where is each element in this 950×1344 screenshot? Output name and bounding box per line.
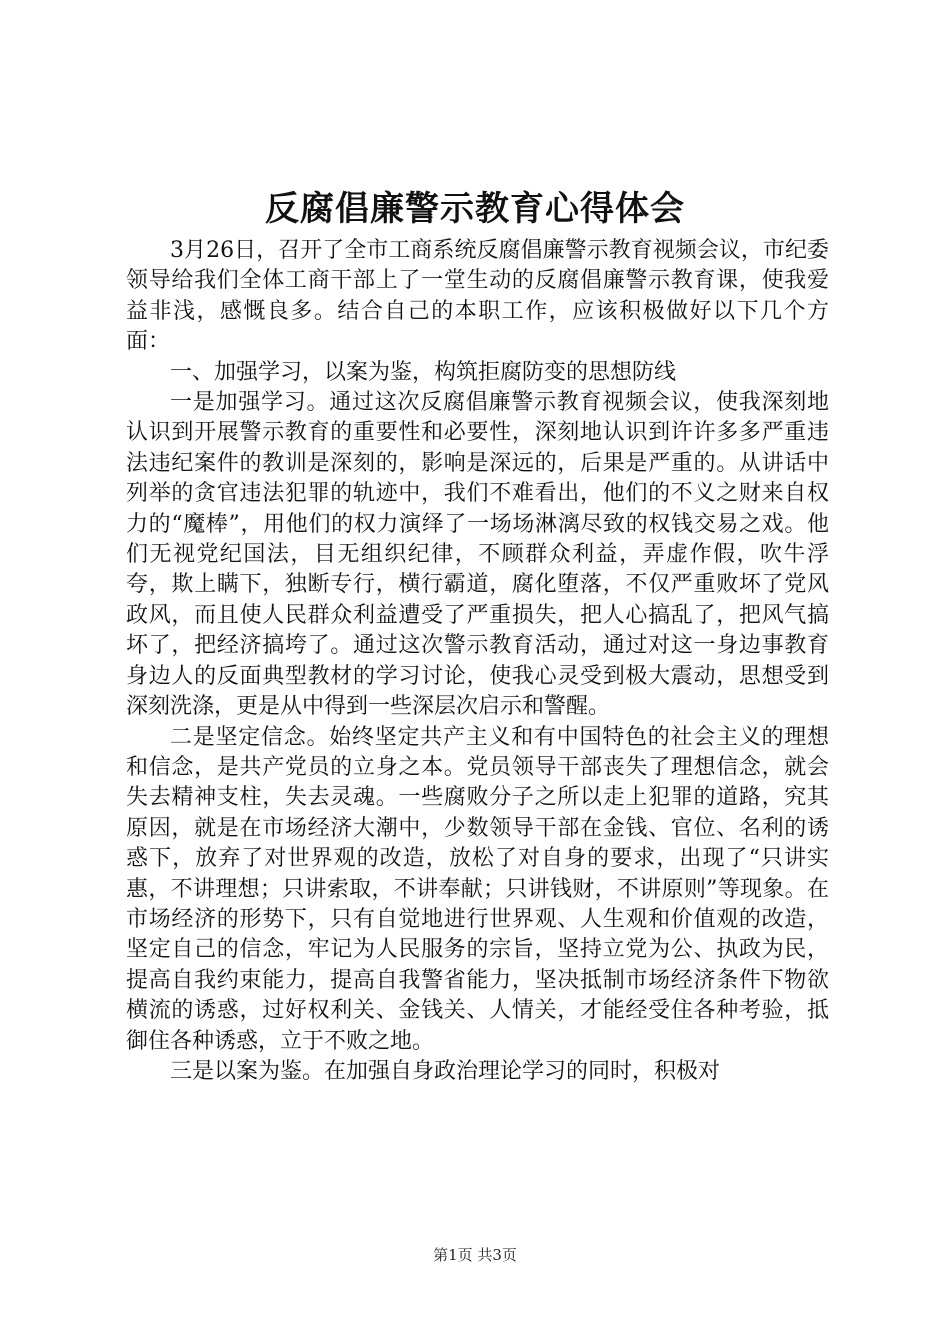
paragraph-intro: 3月26日，召开了全市工商系统反腐倡廉警示教育视频会议，市纪委领导给我们全体工商干部上了一堂生动的反腐倡廉警示教育课，使我爱益非浅，感慨良多。结合自己的本职工作，应该积极做好以下几个方面：: [126, 238, 829, 355]
paragraph-heading-1: 一、加强学习，以案为鉴，构筑拒腐防变的思想防线: [170, 359, 677, 385]
paragraph-study: 一是加强学习。通过这次反腐倡廉警示教育视频会议，使我深刻地认识到开展警示教育的重要性和必要性，深刻地认识到许许多多严重违法违纪案件的教训是深刻的，影响是深远的，后果是严重的。从讲话中列举的贪官违法犯罪的轨迹中，我们不难看出，他们的不义之财来自权力的“魔棒”，用他们的权力演绎了一场场淋漓尽致的权钱交易之戏。他们无视党纪国法，目无组织纪律，不顾群众利益，弄虚作假，吹牛浮夸，欺上瞒下，独断专行，横行霸道，腐化堕落，不仅严重败坏了党风政风，而且使人民群众利益遭受了严重损失，把人心搞乱了，把风气搞坏了，把经济搞垮了。通过这次警示教育活动，通过对这一身边事教育身边人的反面典型教材的学习讨论，使我心灵受到极大震动，思想受到深刻洗涤，更是从中得到一些深层次启示和警醒。: [126, 390, 829, 720]
document-body: [126, 236, 829, 1087]
paragraph-case-lesson: 三是以案为鉴。在加强自身政治理论学习的同时，积极对: [170, 1058, 721, 1084]
page-footer: 第1页 共3页: [433, 1246, 517, 1264]
document-title: 反腐倡廉警示教育心得体会: [265, 189, 685, 229]
paragraph-belief: 二是坚定信念。始终坚定共产主义和有中国特色的社会主义的理想和信念，是共产党员的立身之本。党员领导干部丧失了理想信念，就会失去精神支柱，失去灵魂。一些腐败分子之所以走上犯罪的道路，究其原因，就是在市场经济大潮中，少数领导干部在金钱、官位、名利的诱惑下，放弃了对世界观的改造，放松了对自身的要求，出现了“只讲实惠，不讲理想；只讲索取，不讲奉献；只讲钱财，不讲原则”等现象。在市场经济的形势下，只有自觉地进行世界观、人生观和价值观的改造，坚定自己的信念，牢记为人民服务的宗旨，坚持立党为公、执政为民，提高自我约束能力，提高自我警省能力，坚决抵制市场经济条件下物欲横流的诱惑，过好权利关、金钱关、人情关，才能经受住各种考验，抵御住各种诱惑，立于不败之地。: [126, 724, 829, 1054]
